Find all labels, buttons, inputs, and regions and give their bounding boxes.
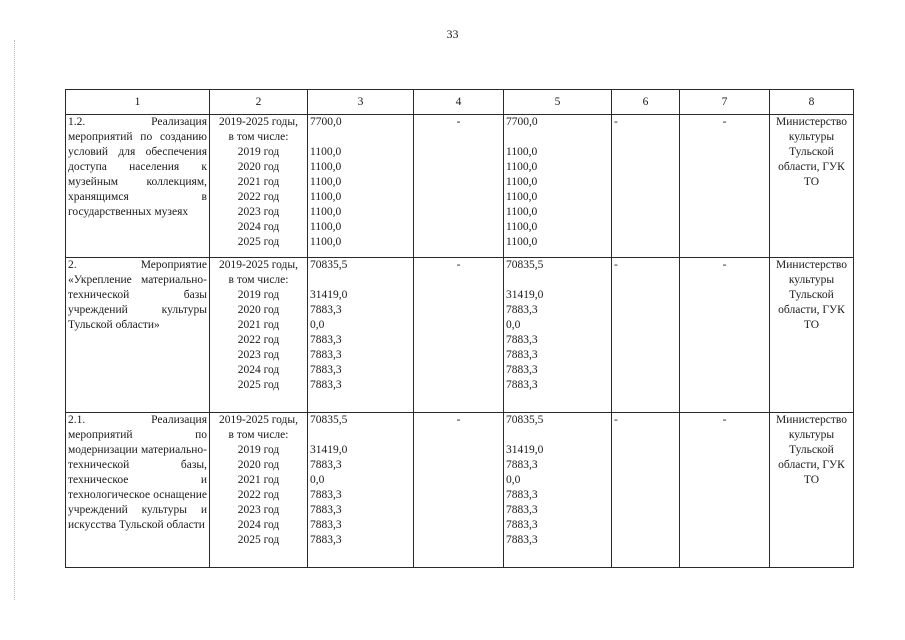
executor-cell: Министерство культуры Тульской области, ГУК ТО	[770, 258, 854, 413]
header-cell: 2	[210, 90, 308, 115]
col3-line	[310, 130, 411, 145]
header-cell: 5	[504, 90, 612, 115]
col3-line: 1100,0	[310, 191, 342, 203]
col5-line: 1100,0	[506, 206, 538, 218]
col4-cell: -	[414, 258, 504, 413]
header-cell: 3	[308, 90, 414, 115]
col5-line: 7883,3	[506, 459, 538, 471]
col5-line: 7883,3	[506, 349, 538, 361]
period-cell	[210, 258, 308, 413]
period-line: 2019 год	[237, 289, 280, 301]
period-line: в том числе:	[228, 131, 289, 143]
col3-line: 31419,0	[310, 444, 348, 456]
col6-cell: -	[612, 258, 680, 413]
period-line: 2022 год	[237, 334, 280, 346]
col3-line: 1100,0	[310, 221, 342, 233]
col6-cell: -	[612, 413, 680, 568]
period-line: 2019 год	[237, 146, 280, 158]
col5-line: 7883,3	[506, 364, 538, 376]
col3-line: 0,0	[310, 474, 325, 486]
period-line: 2021 год	[237, 474, 280, 486]
period-line: в том числе:	[228, 429, 289, 441]
col3-line: 7883,3	[310, 304, 342, 316]
program-table	[65, 89, 854, 568]
col5-line: 0,0	[506, 474, 521, 486]
col3-line	[310, 273, 411, 288]
total-amount-cell	[308, 413, 414, 568]
period-line: 2019-2025 годы,	[218, 116, 298, 128]
header-cell: 4	[414, 90, 504, 115]
period-line: 2019 год	[237, 444, 280, 456]
col3-line: 7700,0	[310, 116, 342, 128]
col5-line: 1100,0	[506, 191, 538, 203]
period-line: 2024 год	[237, 221, 280, 233]
period-line: 2019-2025 годы,	[218, 259, 298, 271]
period-line: 2021 год	[237, 319, 280, 331]
col4-cell: -	[414, 115, 504, 258]
col5-line: 7700,0	[506, 116, 538, 128]
col5-line: 31419,0	[506, 289, 544, 301]
col4-cell: -	[414, 413, 504, 568]
col3-line	[310, 428, 411, 443]
col7-cell: -	[680, 258, 770, 413]
col3-line: 7883,3	[310, 504, 342, 516]
col5-line	[506, 273, 609, 288]
col5-line	[506, 428, 609, 443]
col5-line: 31419,0	[506, 444, 544, 456]
period-line: 2019-2025 годы,	[218, 414, 298, 426]
period-line: 2021 год	[237, 176, 280, 188]
regional-amount-cell	[504, 413, 612, 568]
table-row	[66, 258, 854, 413]
col3-line: 70835,5	[310, 414, 348, 426]
col3-line: 31419,0	[310, 289, 348, 301]
period-line: 2024 год	[237, 519, 280, 531]
header-cell: 6	[612, 90, 680, 115]
table-row	[66, 115, 854, 258]
col5-line: 1100,0	[506, 161, 538, 173]
col3-line: 1100,0	[310, 146, 342, 158]
activity-name-cell: 2.1. Реализация мероприятий по модернизации материально-технической базы, техническое и технологическое оснащение учреждений культуры и искусства Тульской области	[66, 413, 210, 568]
period-line: 2023 год	[237, 206, 280, 218]
col5-line: 70835,5	[506, 414, 544, 426]
col3-line: 7883,3	[310, 459, 342, 471]
period-cell	[210, 115, 308, 258]
header-cell: 1	[66, 90, 210, 115]
col6-cell: -	[612, 115, 680, 258]
col5-line: 1100,0	[506, 221, 538, 233]
period-line: в том числе:	[228, 274, 289, 286]
activity-name-cell: 1.2. Реализация мероприятий по созданию условий для обеспечения доступа населения к музейным коллекциям, хранящимся в государственных музеях	[66, 115, 210, 258]
total-amount-cell	[308, 258, 414, 413]
col3-line: 7883,3	[310, 379, 342, 391]
period-line: 2025 год	[237, 236, 280, 248]
col5-line: 7883,3	[506, 519, 538, 531]
col3-line: 7883,3	[310, 349, 342, 361]
col3-line: 7883,3	[310, 334, 342, 346]
regional-amount-cell	[504, 115, 612, 258]
col3-line: 7883,3	[310, 519, 342, 531]
col3-line: 70835,5	[310, 259, 348, 271]
period-line: 2023 год	[237, 349, 280, 361]
col5-line: 7883,3	[506, 304, 538, 316]
col5-line	[506, 130, 609, 145]
header-cell: 7	[680, 90, 770, 115]
col5-line: 70835,5	[506, 259, 544, 271]
header-row	[66, 90, 854, 115]
period-line: 2025 год	[237, 534, 280, 546]
col3-line: 7883,3	[310, 534, 342, 546]
period-line: 2022 год	[237, 191, 280, 203]
col5-line: 1100,0	[506, 146, 538, 158]
executor-cell: Министерство культуры Тульской области, ГУК ТО	[770, 115, 854, 258]
scan-edge-line	[14, 40, 15, 600]
executor-cell: Министерство культуры Тульской области, ГУК ТО	[770, 413, 854, 568]
activity-name-cell: 2. Мероприятие «Укрепление материально-технической базы учреждений культуры Тульской области»	[66, 258, 210, 413]
period-line: 2020 год	[237, 459, 280, 471]
period-line: 2024 год	[237, 364, 280, 376]
col3-line: 1100,0	[310, 236, 342, 248]
period-line: 2025 год	[237, 379, 280, 391]
page-number: 33	[446, 27, 459, 41]
col5-line: 1100,0	[506, 236, 538, 248]
col3-line: 0,0	[310, 319, 325, 331]
col5-line: 7883,3	[506, 334, 538, 346]
col3-line: 7883,3	[310, 489, 342, 501]
period-line: 2022 год	[237, 489, 280, 501]
col5-line: 7883,3	[506, 504, 538, 516]
col5-line: 7883,3	[506, 379, 538, 391]
col5-line: 1100,0	[506, 176, 538, 188]
col5-line: 7883,3	[506, 534, 538, 546]
total-amount-cell	[308, 115, 414, 258]
period-line: 2023 год	[237, 504, 280, 516]
col7-cell: -	[680, 115, 770, 258]
col7-cell: -	[680, 413, 770, 568]
period-cell	[210, 413, 308, 568]
period-line: 2020 год	[237, 304, 280, 316]
col3-line: 1100,0	[310, 206, 342, 218]
regional-amount-cell	[504, 258, 612, 413]
col3-line: 1100,0	[310, 176, 342, 188]
col3-line: 1100,0	[310, 161, 342, 173]
period-line: 2020 год	[237, 161, 280, 173]
header-cell: 8	[770, 90, 854, 115]
col3-line: 7883,3	[310, 364, 342, 376]
col5-line: 7883,3	[506, 489, 538, 501]
table-row	[66, 413, 854, 568]
col5-line: 0,0	[506, 319, 521, 331]
